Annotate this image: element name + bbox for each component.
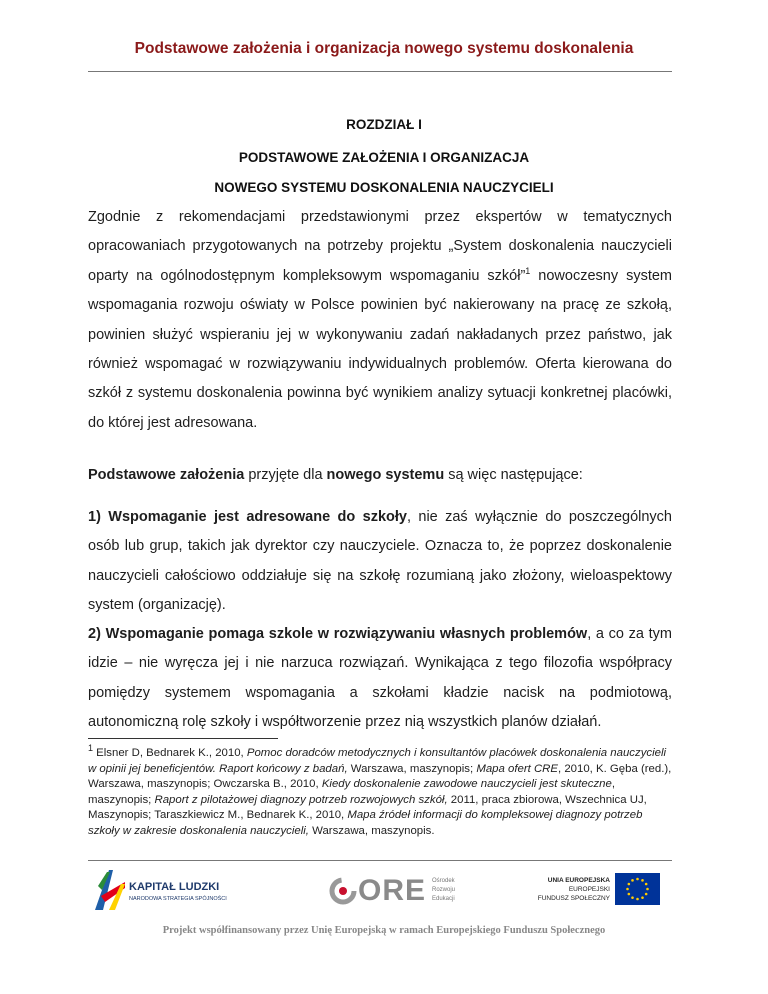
eu-star bbox=[628, 893, 631, 896]
eu-star bbox=[631, 896, 634, 899]
ore-wordmark: ORE bbox=[358, 874, 427, 907]
footnote: $^1$ Elsner D, Bednarek K., 2010, Pomoc doradców metodycznych i konsultantów placówek doskonalenia nauczycieli w opinii jej beneficjentów. Raport końcowy z badań, Warszawa, maszynopis; Mapa ofert CRE, 2010, K. Gęba (red.), Warszawa, maszynopis; Owczarska B., 2010, Kiedy doskonalenie zawodowe nauczycieli jest skuteczne, maszynopis; Raport z pilotażowej diagnozy potrzeb rozwojowych szkół, 2011, praca zbiorowa, Wszechnica UJ, Maszynopis; Taraszkiewicz M., Bednarek K., 2010, Mapa źródeł informacji do kompleksowej diagnozy potrzeb szkoły w zakresie doskonalenia nauczycieli, Warszawa, maszynopis. bbox=[88, 743, 672, 837]
eu-star bbox=[645, 883, 648, 886]
kapital-ludzki-title: KAPITAŁ LUDZKI bbox=[129, 881, 220, 893]
kapital-ludzki-emblem-icon bbox=[95, 870, 125, 910]
chapter-label: ROZDZIAŁ I bbox=[346, 117, 422, 132]
kapital-ludzki-logo bbox=[95, 870, 265, 912]
eu-star bbox=[626, 888, 629, 891]
kapital-ludzki-subtitle: NARODOWA STRATEGIA SPÓJNOŚCI bbox=[129, 896, 227, 902]
eu-star bbox=[641, 879, 644, 882]
eu-star bbox=[646, 888, 649, 891]
footnote-separator bbox=[88, 738, 278, 739]
funding-statement: Projekt współfinansowany przez Unię Europejską w ramach Europejskiego Funduszu Społecznego bbox=[162, 925, 606, 936]
chapter-title-line2: NOWEGO SYSTEMU DOSKONALENIA NAUCZYCIELI bbox=[214, 180, 554, 195]
eu-star bbox=[631, 879, 634, 882]
intro-paragraph: Zgodnie z rekomendacjami przedstawionymi przez ekspertów w tematycznych opracowaniach przygotowanych na potrzeby projektu „System doskonalenia nauczycieli oparty na ogólnodostępnym kompleksowym wspomaganiu szkół”$^1$ nowoczesny system wspomagania rozwoju oświaty w Polsce powinien być nakierowany na pracę ze szkołą, powinien służyć wspieraniu jej w wykonywaniu zadań nakładanych przez państwo, jak również wspomagać w rozwiązywaniu indywidualnych problemów. Oferta kierowana do szkół z systemu doskonalenia powinna być wynikiem analizy sytuacji konkretnej placówki, do której jest adresowana. bbox=[88, 209, 673, 431]
ore-circle-icon bbox=[328, 876, 358, 906]
footer-rule bbox=[88, 860, 672, 861]
eu-logo bbox=[520, 873, 660, 909]
ore-name: Ośrodek Rozwoju Edukacji bbox=[432, 878, 456, 902]
eu-star bbox=[636, 898, 639, 901]
eu-star bbox=[645, 893, 648, 896]
header-rule bbox=[88, 71, 672, 72]
footnote-ref[interactable]: 1 bbox=[525, 265, 531, 276]
chapter-title-line1: PODSTAWOWE ZAŁOŻENIA I ORGANIZACJA bbox=[238, 150, 530, 165]
eu-flag-icon bbox=[615, 873, 660, 905]
eu-star bbox=[636, 878, 639, 881]
running-header: Podstawowe założenia i organizacja nowego systemu doskonalenia bbox=[134, 40, 634, 57]
point-1: 1) Wspomaganie jest adresowane do szkoły, nie zaś wyłącznie do poszczególnych osób lub grup, takich jak dyrektor czy nauczyciele. Oznacza to, że poprzez doskonalenie nauczycieli całościowo oddziałuje się na szkołę rozumianą jako złożony, wieloaspektowy system (organizację). bbox=[88, 509, 672, 614]
ore-logo bbox=[328, 871, 468, 913]
eu-text: UNIA EUROPEJSKA EUROPEJSKI FUNDUSZ SPOŁECZNY bbox=[537, 877, 610, 902]
eu-star bbox=[628, 883, 631, 886]
assumptions-intro: Podstawowe założenia przyjęte dla nowego systemu są więc następujące: bbox=[88, 467, 583, 483]
point-2: 2) Wspomaganie pomaga szkole w rozwiązywaniu własnych problemów, a co za tym idzie – nie wyręcza jej i nie narzuca rozwiązań. Wynikająca z tego filozofia współpracy pomiędzy systemem wspomagania a szkołami kładzie nacisk na podmiotową, autonomiczną rolę szkoły i współtworzenie przez nią wszystkich planów działań. bbox=[88, 626, 672, 731]
eu-star bbox=[641, 896, 644, 899]
